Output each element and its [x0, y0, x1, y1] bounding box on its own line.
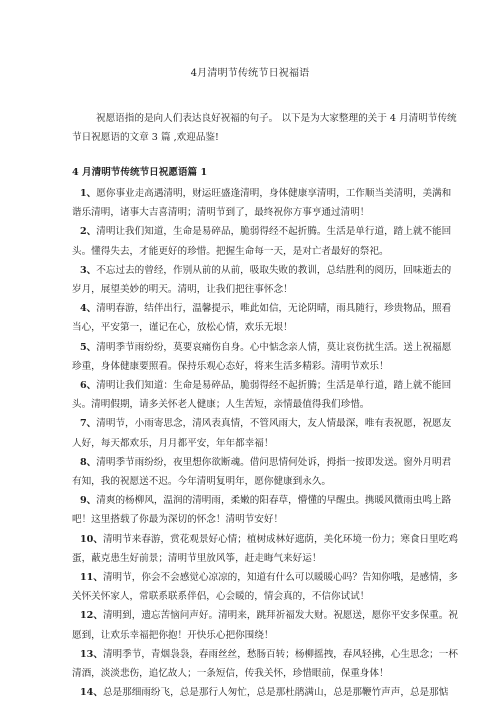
- list-item: [72, 645, 460, 683]
- list-item: [72, 222, 460, 260]
- list-item: [72, 299, 460, 337]
- item-number: 2、: [80, 226, 97, 238]
- item-number: 14、: [80, 687, 103, 699]
- item-number: 13、: [80, 648, 103, 660]
- item-text: 清明节，你会不会感觉心凉凉的，知道有什么可以暖暖心吗？告知你哦，是感情，多关怀关怀家人，常联系联系伴侣，心会暖的，情会真的，不信你试试！: [72, 572, 458, 603]
- item-text: 清明节，小雨寄思念，清风表真情，不管风雨大，友人情最深，唯有表祝愿，祝愿友人好，每天都欢乐，月月都平安，年年都幸福！: [72, 418, 452, 449]
- item-number: 8、: [80, 456, 97, 468]
- item-text: 清明到，遗忘苦恼问声好。清明来，跳拜祈福发大财。祝愿送，愿你平安多保重。祝愿到，让欢乐幸福把你抱！开快乐心把你围绕！: [72, 610, 458, 641]
- item-text: 不忘过去的曾经，作别从前的从前，吸取失败的教训，总结胜利的阅历，回味逝去的岁月，展望美妙的明天。清明，让我们把往事怀念！: [72, 264, 452, 296]
- item-text: 清明季节雨纷纷，莫要哀痛伤自身。心中惦念亲人情，莫让哀伤扰生活。送上祝福愿珍重，身体健康要照看。保持乐观心态好，将来生活多精彩。清明节欢乐！: [72, 341, 452, 372]
- item-text: 愿你事业走高遇清明，财运旺盛逢清明，身体健康享清明，工作顺当美清明，美满和谐乐清明，诸事大吉喜清明；清明节到了，最终祝你方事亨通过清明！: [72, 188, 452, 219]
- item-number: 11、: [80, 572, 103, 584]
- item-text: 清爽的杨柳风，温润的清明雨，柔嫩的阳春草，懵懂的早醒虫。携暖风微雨虫鸣上路吧！这里搭载了你最为深切的怀念！清明节安好！: [72, 495, 452, 526]
- list-item: [72, 453, 460, 491]
- list-item: [72, 261, 460, 299]
- list-item: [72, 568, 460, 606]
- item-text: 总是那细雨纷飞，总是那行人匆忙，总是那杜鹃满山，总是那鞭竹声声，总是那惦: [102, 687, 449, 699]
- list-item: [72, 491, 460, 529]
- item-text: 清明让我们知道：生命是易碎品，脆弱得经不起折腾；生活是单行道，踏上就不能回头。清明假期，请多关怀老人健康；人生苦短，亲情最值得我们珍惜。: [72, 380, 452, 411]
- document-title: 4月清明节传统节日祝福语: [190, 68, 310, 79]
- item-text: 清明节来春游，赏花观景好心情；植树成林好遮荫，美化环境一份力；寒食日里吃鸡蛋，蔽克患生好前景；清明节里放风筝，赶走晦气来好运！: [72, 533, 458, 564]
- item-number: 9、: [80, 495, 97, 507]
- list-item: [72, 606, 460, 644]
- item-text: 清明让我们知道，生命是易碎品，脆弱得经不起折腾。生活是单行道，踏上就不能回头。懂得失去，才能更好的珍惜。把握生命每一天，是对亡者最好的祭祀。: [72, 226, 452, 257]
- list-item: [72, 683, 460, 702]
- intro-paragraph: 祝愿语指的是向人们表达良好祝福的句子。 以下是为大家整理的关于 4 月清明节传统节日祝愿语的文章 3 篇 ,欢迎品鉴!: [72, 113, 457, 143]
- item-number: 7、: [80, 418, 97, 430]
- list-item: [72, 184, 460, 222]
- section-heading: 4 月清明节传统节日祝愿语篇 1: [72, 167, 208, 178]
- item-number: 10、: [80, 533, 103, 545]
- item-number: 1、: [80, 188, 97, 199]
- item-text: 清明季节，青烟袅袅，春雨丝丝，愁肠百转；杨柳摇拽，春风轻拂，心生思念；一杯清酒，淡淡悲伤，追忆故人；一条短信，传我关怀，珍惜眼前，保重身体！: [72, 648, 458, 680]
- list-item: [72, 414, 460, 452]
- item-text: 清明春游，结伴出行，温馨提示，唯此如信，无论阴晴，雨具随行，珍贵物品，照看当心，平安第一，谨记在心，放松心情，欢乐无垠！: [72, 303, 452, 334]
- item-number: 5、: [80, 341, 97, 353]
- list-item: [72, 376, 460, 414]
- item-text: 清明季节雨纷纷，夜里想你欲断魂。借问思情何处诉，拇指一按即发送。窗外月明君有知，我的祝愿送不迟。今年清明复明年，愿你健康到永久。: [72, 456, 452, 488]
- item-number: 12、: [80, 610, 103, 622]
- list-item: [72, 530, 460, 568]
- list-item: [72, 338, 460, 376]
- item-number: 6、: [80, 380, 97, 392]
- blessing-list: [72, 184, 460, 702]
- item-number: 4、: [80, 303, 97, 315]
- item-number: 3、: [80, 264, 97, 276]
